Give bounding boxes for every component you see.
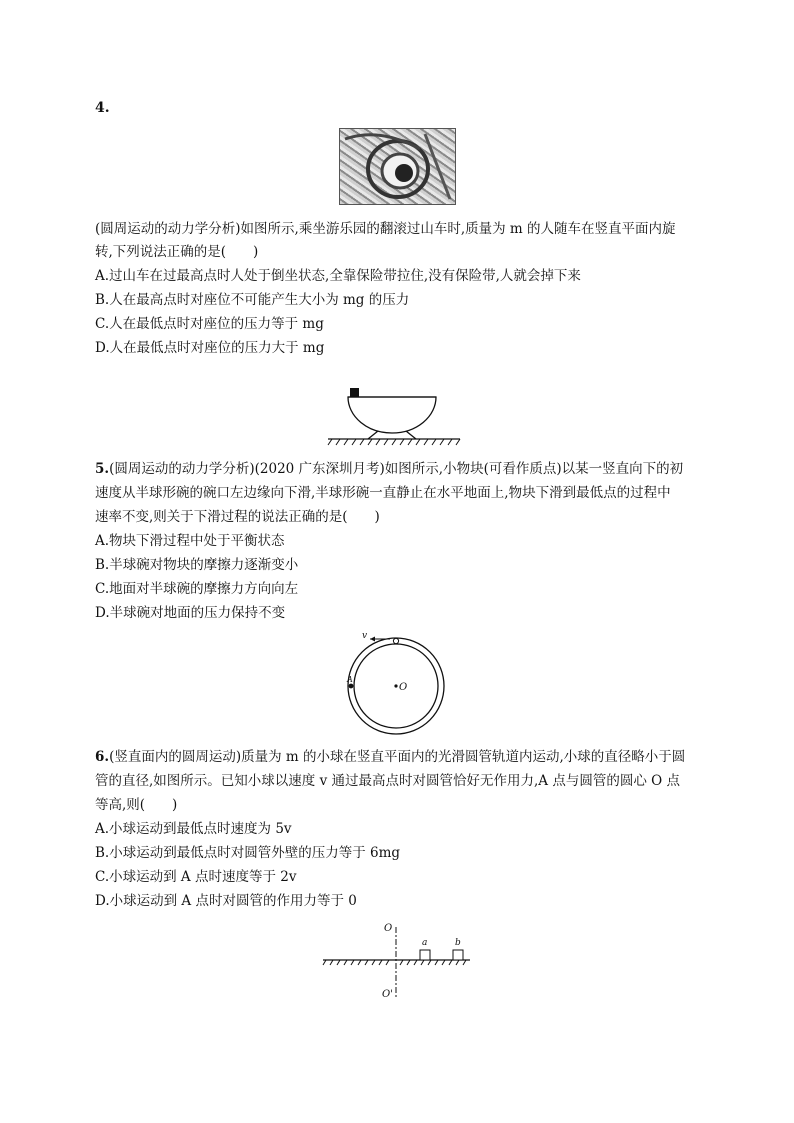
point-a-marker xyxy=(349,684,354,689)
question-4-number: 4. xyxy=(95,100,110,116)
question-6-stem-text1: (竖直面内的圆周运动)质量为 m 的小球在竖直平面内的光滑圆管轨道内运动,小球的直径略小于圆 xyxy=(109,749,686,765)
roller-coaster-photo xyxy=(339,128,456,205)
block xyxy=(350,388,359,397)
question-5-option-d: D.半球碗对地面的压力保持不变 xyxy=(95,605,286,621)
question-5-stem-text1: (圆周运动的动力学分析)(2020 广东深圳月考)如图所示,小物块(可看作质点)以某一竖直向下的初 xyxy=(109,461,684,477)
question-6-number: 6. xyxy=(95,749,110,765)
block-a xyxy=(420,950,430,960)
question-5-stem-line1 xyxy=(95,459,683,479)
block-b xyxy=(453,950,463,960)
roller-coaster-illustration xyxy=(340,129,455,204)
question-4-option-a: A.过山车在过最高点时人处于倒坐状态,全靠保险带拉住,没有保险带,人就会掉下来 xyxy=(95,268,581,284)
block-a-label: a xyxy=(422,938,428,948)
question-4-stem-line2: 转,下列说法正确的是( ) xyxy=(95,244,259,260)
bowl xyxy=(348,397,436,433)
question-5-option-a: A.物块下滑过程中处于平衡状态 xyxy=(95,533,285,549)
question-4-option-c: C.人在最低点时对座位的压力等于 mg xyxy=(95,316,324,332)
question-4-option-d: D.人在最低点时对座位的压力大于 mg xyxy=(95,340,325,356)
question-6-option-d: D.小球运动到 A 点时对圆管的作用力等于 0 xyxy=(95,893,357,909)
circular-tube-figure xyxy=(340,630,455,740)
block-b-label: b xyxy=(455,938,461,948)
hemispherical-bowl-figure xyxy=(320,383,475,453)
point-a-label: A xyxy=(347,675,353,684)
ball-top xyxy=(393,638,398,643)
question-6-option-b: B.小球运动到最低点时对圆管外壁的压力等于 6mg xyxy=(95,845,401,861)
question-6-stem-line1 xyxy=(95,747,685,767)
question-5-stem-line3: 速率不变,则关于下滑过程的说法正确的是( ) xyxy=(95,509,380,525)
question-4-stem-line1: (圆周运动的动力学分析)如图所示,乘坐游乐园的翻滚过山车时,质量为 m 的人随车在竖直平面内旋 xyxy=(95,221,676,237)
question-5-number: 5. xyxy=(95,461,110,477)
question-6-stem-line3: 等高,则( ) xyxy=(95,797,178,813)
rotating-platform-figure xyxy=(320,917,480,1002)
question-6-option-a: A.小球运动到最低点时速度为 5v xyxy=(95,821,292,837)
question-5-option-c: C.地面对半球碗的摩擦力方向向左 xyxy=(95,581,299,597)
center-label: O xyxy=(399,682,408,693)
center-point xyxy=(394,684,397,687)
question-6-stem-line2: 管的直径,如图所示。已知小球以速度 v 通过最高点时对圆管恰好无作用力,A 点与圆管的圆心 O 点 xyxy=(95,773,680,789)
axis-top-label: O xyxy=(384,923,393,934)
question-6-option-c: C.小球运动到 A 点时速度等于 2v xyxy=(95,869,297,885)
question-5-stem-line2: 速度从半球形碗的碗口左边缘向下滑,半球形碗一直静止在水平地面上,物块下滑到最低点的过程中 xyxy=(95,485,671,501)
question-4-option-b: B.人在最高点时对座位不可能产生大小为 mg 的压力 xyxy=(95,292,410,308)
question-5-option-b: B.半球碗对物块的摩擦力逐渐变小 xyxy=(95,557,299,573)
velocity-label: v xyxy=(362,631,368,641)
axis-bottom-label: O' xyxy=(382,989,393,1000)
